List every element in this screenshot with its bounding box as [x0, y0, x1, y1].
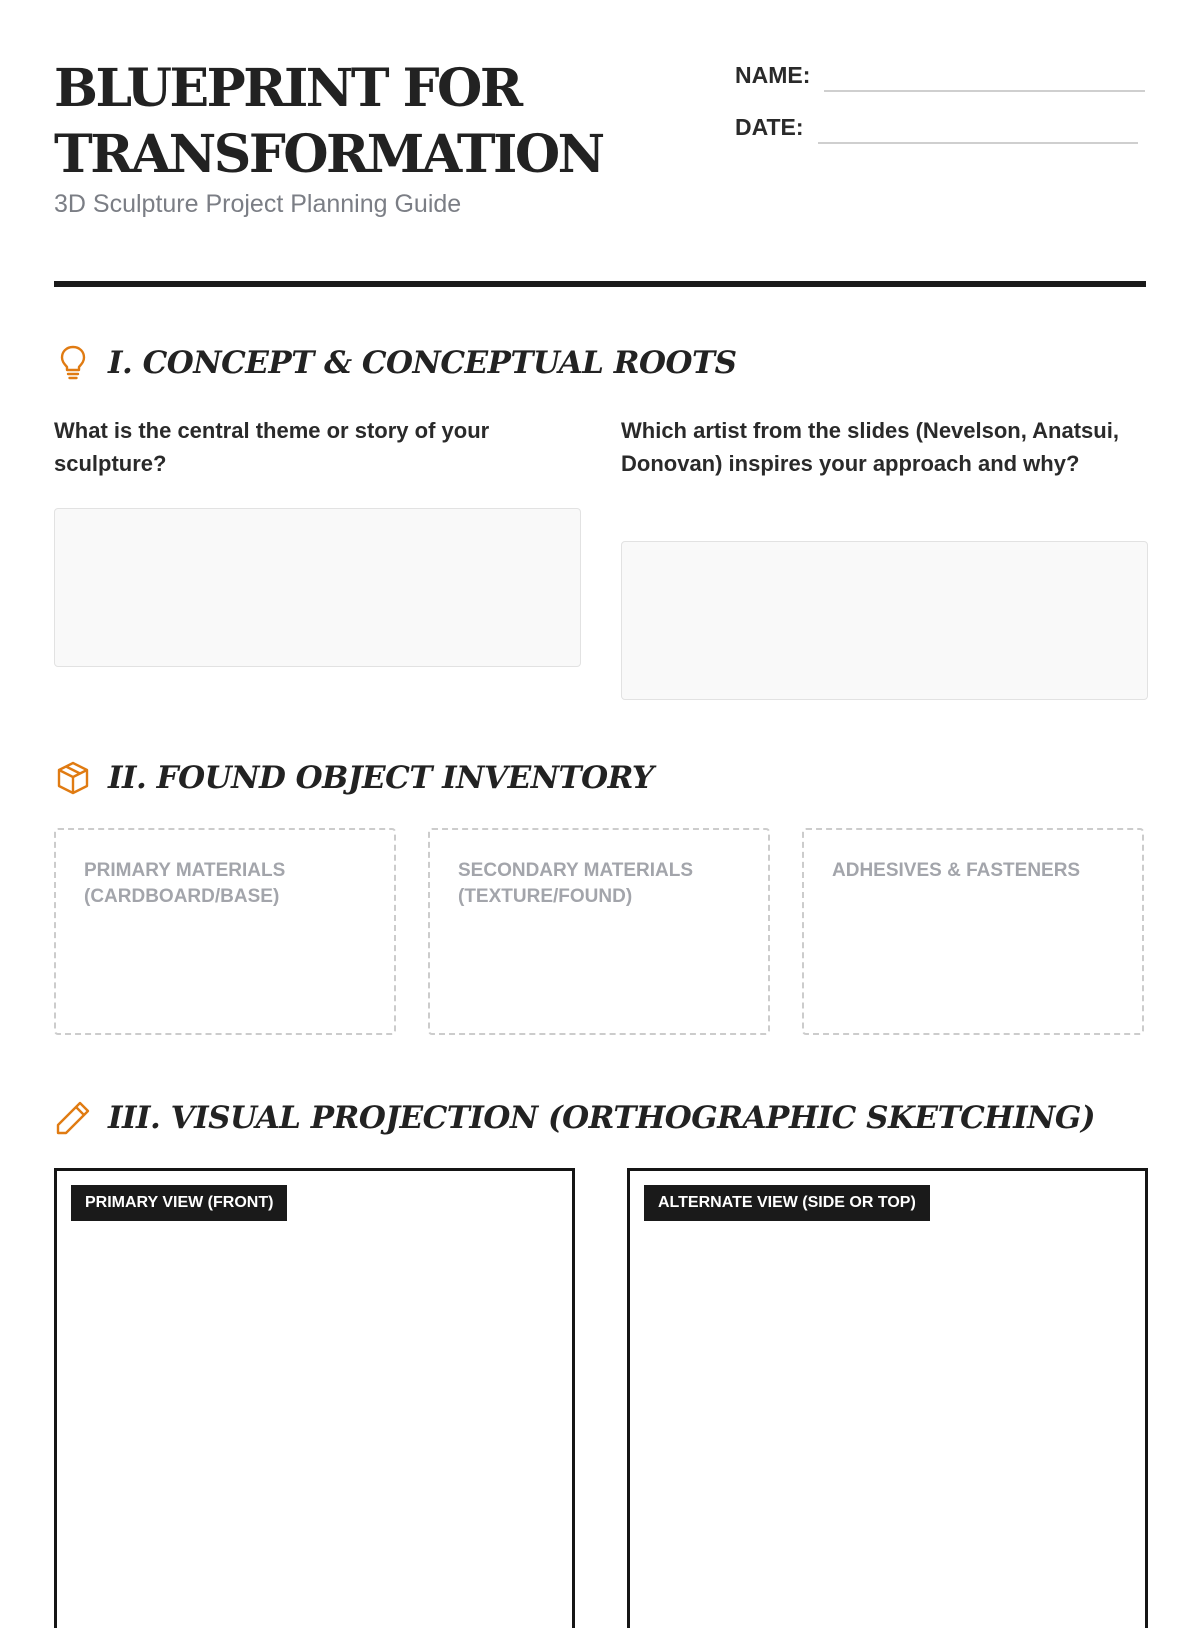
title-line-1: BLUEPRINT FOR [54, 58, 521, 119]
name-input-line[interactable] [824, 90, 1145, 92]
lightbulb-icon [54, 344, 92, 382]
name-label: NAME: [735, 62, 811, 88]
section-projection-heading [54, 1099, 1095, 1137]
worksheet-page [54, 0, 1146, 1600]
answer-central-theme-box[interactable] [54, 508, 581, 667]
section-concept-heading [54, 344, 737, 382]
inventory-adhesives-box[interactable] [802, 828, 1144, 1035]
date-label: DATE: [735, 114, 804, 140]
inventory-primary-label: PRIMARY MATERIALS (CARDBOARD/BASE) [84, 860, 286, 907]
sketch-frame-primary[interactable] [54, 1168, 575, 1628]
sketch-frame-alternate[interactable] [627, 1168, 1148, 1628]
section-projection-title: III. VISUAL PROJECTION (ORTHOGRAPHIC SKETCHING) [108, 1100, 1096, 1136]
section-inventory-title: II. FOUND OBJECT INVENTORY [108, 760, 654, 796]
header-divider [54, 281, 1146, 287]
page-title [54, 56, 694, 188]
inventory-primary-box[interactable] [54, 828, 396, 1035]
date-field [735, 110, 1138, 144]
name-field [735, 58, 1145, 92]
answer-artist-inspiration-box[interactable] [621, 541, 1148, 700]
inventory-secondary-box[interactable] [428, 828, 770, 1035]
section-inventory-heading [54, 759, 654, 797]
package-icon [54, 759, 92, 797]
sketch-primary-tag: PRIMARY VIEW (FRONT) [71, 1185, 287, 1221]
question-central-theme: What is the central theme or story of your sculpture? [54, 418, 490, 476]
section-concept-title: I. CONCEPT & CONCEPTUAL ROOTS [108, 345, 737, 381]
title-line-2: TRANSFORMATION [54, 124, 603, 185]
date-input-line[interactable] [818, 142, 1138, 144]
question-artist-inspiration: Which artist from the slides (Nevelson, Anatsui, Donovan) inspires your approach and why? [621, 418, 1119, 476]
pencil-icon [54, 1099, 92, 1137]
inventory-adhesives-label: ADHESIVES & FASTENERS [832, 860, 1081, 881]
page-subtitle: 3D Sculpture Project Planning Guide [54, 190, 462, 218]
sketch-alternate-tag: ALTERNATE VIEW (SIDE OR TOP) [644, 1185, 930, 1221]
inventory-secondary-label: SECONDARY MATERIALS (TEXTURE/FOUND) [458, 860, 694, 907]
